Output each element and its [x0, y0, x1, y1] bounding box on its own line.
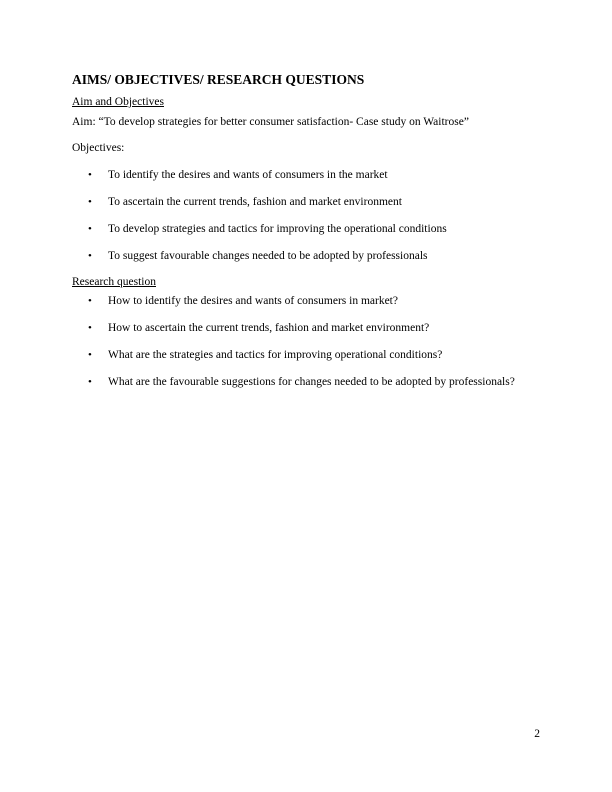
bullet-icon: •: [88, 295, 92, 307]
list-item: [72, 347, 540, 363]
list-item: [72, 167, 540, 183]
section-heading: AIMS/ OBJECTIVES/ RESEARCH QUESTIONS: [72, 72, 365, 87]
list-item: [72, 320, 540, 336]
list-item: [72, 248, 540, 264]
objectives-list: [72, 167, 540, 264]
bullet-icon: •: [88, 196, 92, 208]
aim-objectives-subheading: Aim and Objectives: [72, 96, 164, 108]
bullet-icon: •: [88, 169, 92, 181]
objective-text: To identify the desires and wants of consumers in the market: [108, 169, 388, 181]
bullet-icon: •: [88, 322, 92, 334]
question-text: What are the strategies and tactics for improving operational conditions?: [108, 349, 443, 361]
list-item: [72, 293, 540, 309]
objective-text: To develop strategies and tactics for improving the operational conditions: [108, 223, 447, 235]
objectives-label: Objectives:: [72, 142, 125, 154]
bullet-icon: •: [88, 223, 92, 235]
research-question-subheading: Research question: [72, 276, 156, 288]
page-number: 2: [534, 728, 540, 740]
list-item: [72, 374, 540, 390]
objective-text: To ascertain the current trends, fashion and market environment: [108, 196, 402, 208]
question-text: What are the favourable suggestions for changes needed to be adopted by professionals?: [108, 376, 515, 388]
research-questions-list: [72, 293, 540, 390]
list-item: [72, 194, 540, 210]
list-item: [72, 221, 540, 237]
page-content: [72, 71, 540, 390]
objective-text: To suggest favourable changes needed to be adopted by professionals: [108, 250, 428, 262]
question-text: How to identify the desires and wants of consumers in market?: [108, 295, 398, 307]
bullet-icon: •: [88, 349, 92, 361]
question-text: How to ascertain the current trends, fashion and market environment?: [108, 322, 430, 334]
aim-statement: Aim: “To develop strategies for better consumer satisfaction- Case study on Waitrose”: [72, 116, 469, 128]
bullet-icon: •: [88, 250, 92, 262]
bullet-icon: •: [88, 376, 92, 388]
